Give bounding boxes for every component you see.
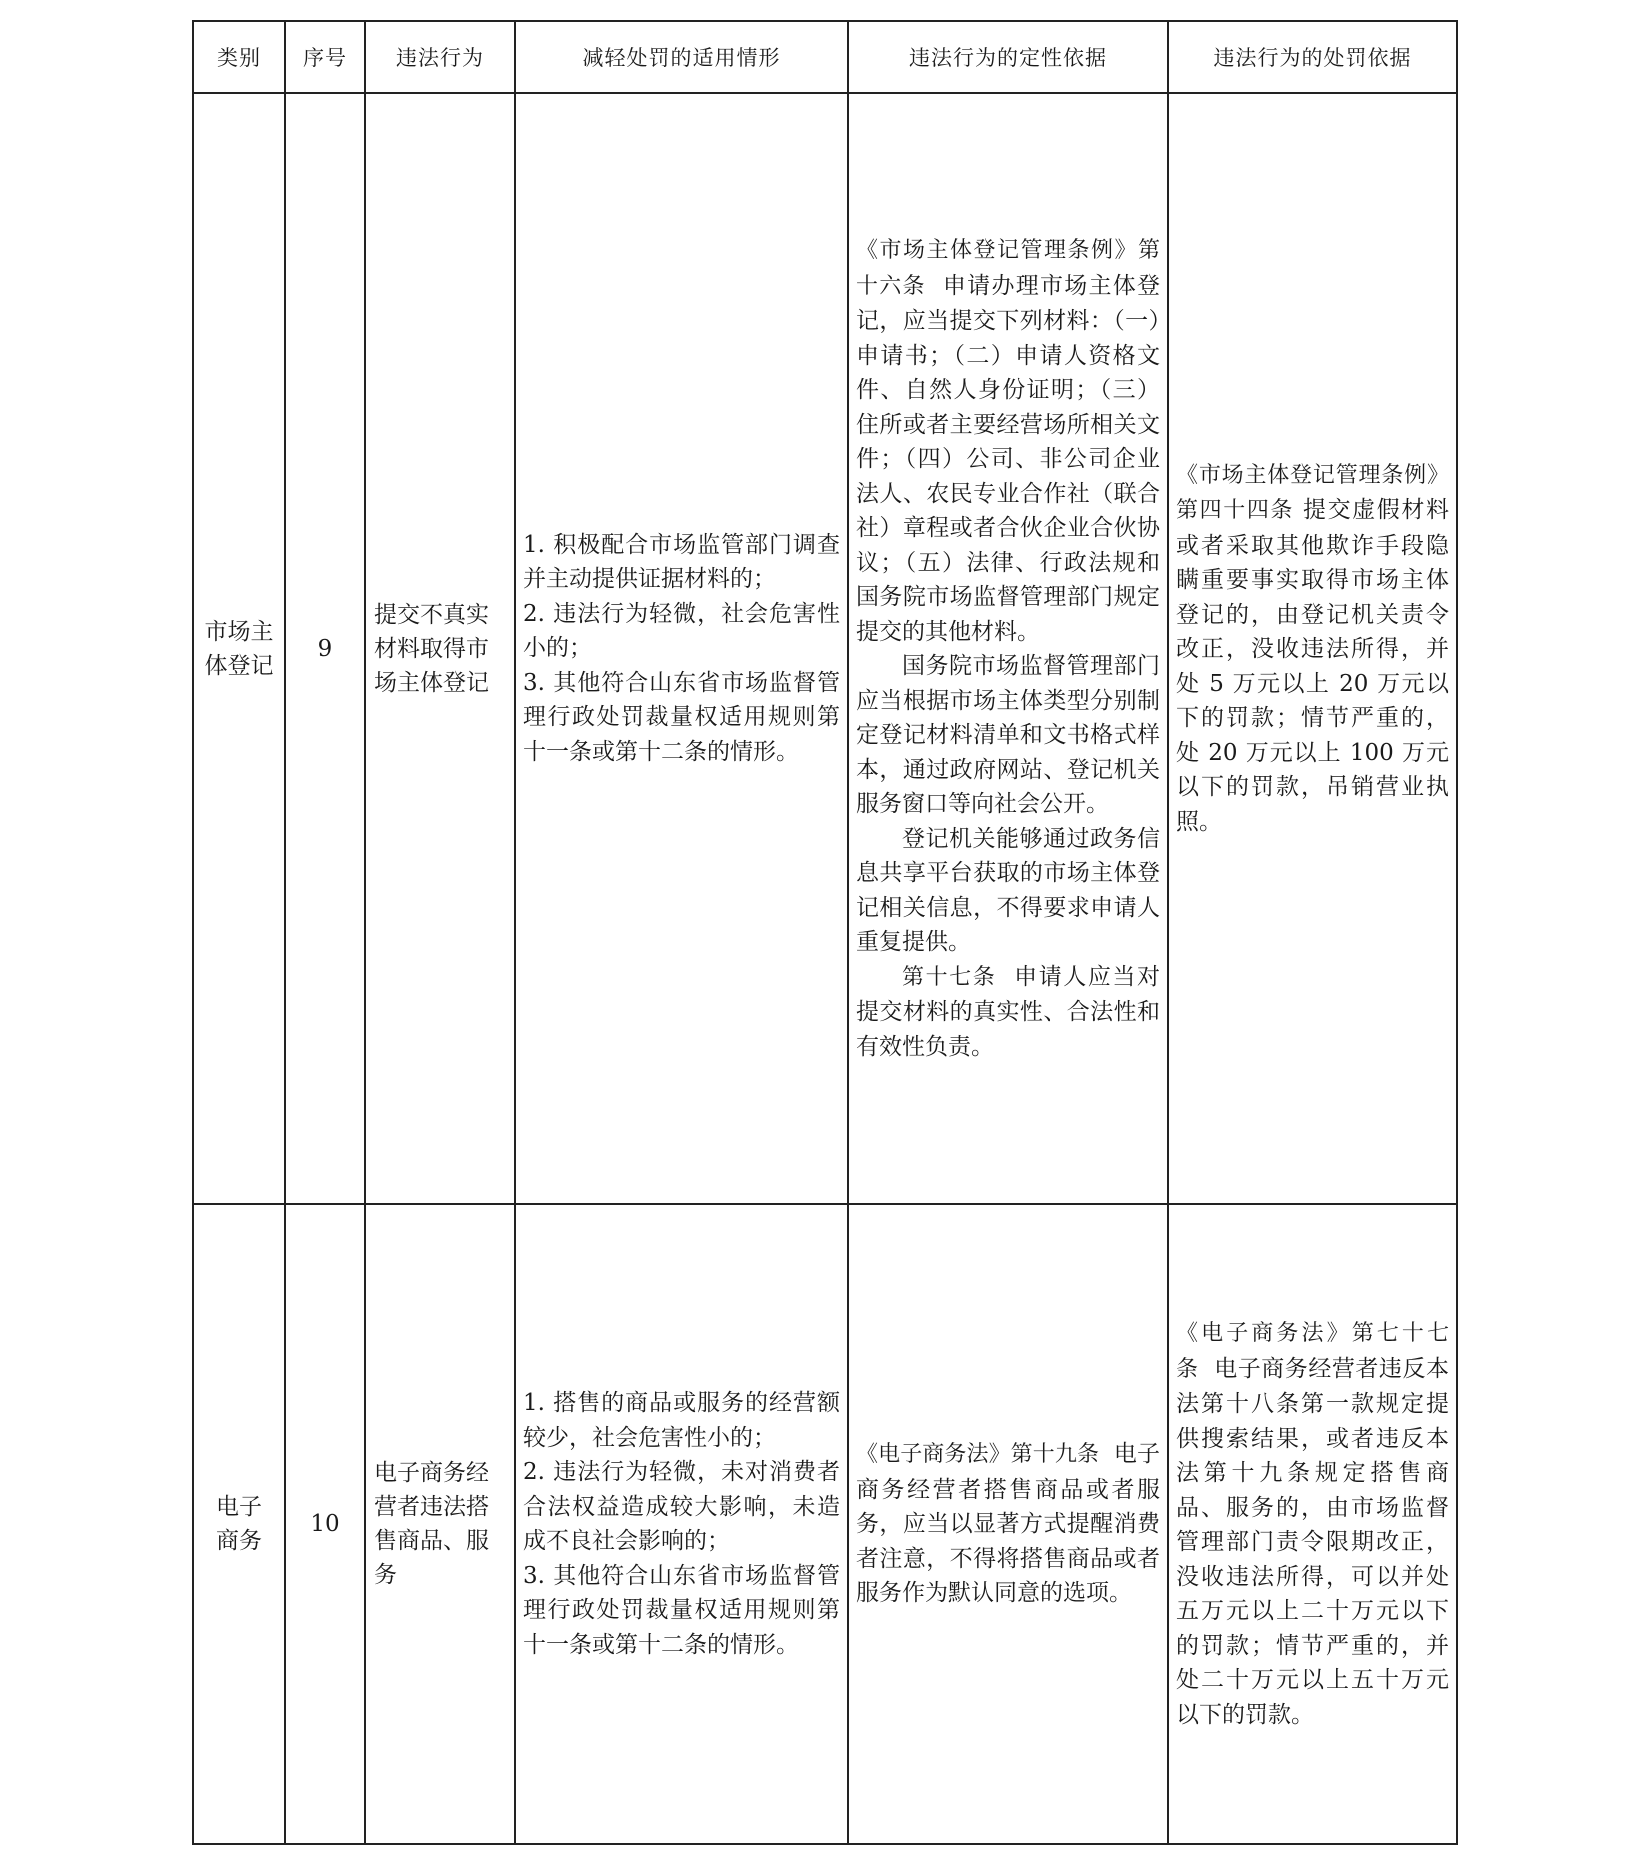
legal-citation: 《市场主体登记管理条例》第四十四条 bbox=[1176, 462, 1449, 524]
header-mitigation: 减轻处罚的适用情形 bbox=[515, 21, 848, 93]
table-row bbox=[193, 93, 1457, 1204]
penalty-table bbox=[192, 20, 1458, 1845]
basis-nature-para: 登记机关能够通过政务信息共享平台获取的市场主体登记相关信息，不得要求申请人重复提供。 bbox=[856, 825, 1160, 955]
basis-text: 申请办理市场主体登记，应当提交下列材料：（一）申请书；（二）申请人资格文件、自然人身份证明；（三）住所或者主要经营场所相关文件；（四）公司、非公司企业法人、农民专业合作社（联合社）章程或者合伙企业合伙协议；（五）法律、行政法规和国务院市场监督管理部门规定提交的其他材料。 bbox=[856, 272, 1160, 645]
number-cell: 9 bbox=[285, 93, 365, 1204]
header-basis-penalty: 违法行为的处罚依据 bbox=[1168, 21, 1457, 93]
header-basis-nature: 违法行为的定性依据 bbox=[848, 21, 1168, 93]
basis-nature-para bbox=[856, 960, 1160, 1065]
basis-nature-para bbox=[856, 233, 1160, 649]
category-line: 体登记 bbox=[204, 652, 274, 679]
mitigation-cell bbox=[515, 93, 848, 1204]
mitigation-item: 2. 违法行为轻微，未对消费者合法权益造成较大影响，未造成不良社会影响的； bbox=[523, 1459, 840, 1554]
basis-text: 电子商务经营者违反本法第十八条第一款规定提供搜索结果，或者违反本法第十九条规定搭售商品、服务的，由市场监督管理部门责令限期改正，没收违法所得，可以并处五万元以上二十万元以下的罚款；情节严重的，并处二十万元以上五十万元以下的罚款。 bbox=[1176, 1355, 1449, 1728]
category-line: 市场主 bbox=[204, 618, 274, 645]
header-category: 类别 bbox=[193, 21, 285, 93]
category-cell bbox=[193, 93, 285, 1204]
basis-text: 电子商务经营者搭售商品或者服务，应当以显著方式提醒消费者注意，不得将搭售商品或者服务作为默认同意的选项。 bbox=[856, 1441, 1161, 1607]
mitigation-cell bbox=[515, 1204, 848, 1844]
mitigation-item: 3. 其他符合山东省市场监督管理行政处罚裁量权适用规则第十一条或第十二条的情形。 bbox=[523, 1562, 840, 1658]
header-number: 序号 bbox=[285, 21, 365, 93]
mitigation-item: 1. 积极配合市场监管部门调查并主动提供证据材料的； bbox=[523, 531, 840, 593]
category-cell bbox=[193, 1204, 285, 1844]
basis-penalty-cell bbox=[1168, 93, 1457, 1204]
legal-citation: 第十七条 bbox=[902, 964, 997, 990]
mitigation-item: 1. 搭售的商品或服务的经营额较少，社会危害性小的； bbox=[523, 1390, 840, 1451]
table-row bbox=[193, 1204, 1457, 1844]
category-line: 电子 bbox=[216, 1494, 262, 1520]
mitigation-item: 3. 其他符合山东省市场监督管理行政处罚裁量权适用规则第十一条或第十二条的情形。 bbox=[523, 669, 840, 765]
legal-citation: 《电子商务法》第十九条 bbox=[856, 1442, 1100, 1468]
basis-penalty-para bbox=[1176, 1316, 1449, 1732]
basis-penalty-para bbox=[1176, 458, 1449, 840]
basis-nature-cell bbox=[848, 1204, 1168, 1844]
basis-nature-cell bbox=[848, 93, 1168, 1204]
basis-penalty-cell bbox=[1168, 1204, 1457, 1844]
violation-cell: 电子商务经营者违法搭售商品、服务 bbox=[365, 1204, 515, 1844]
header-row bbox=[193, 21, 1457, 93]
legal-citation: 《电子商务法》第七十七条 bbox=[1176, 1321, 1449, 1382]
header-violation: 违法行为 bbox=[365, 21, 515, 93]
category-line: 商务 bbox=[216, 1528, 262, 1554]
legal-citation: 《市场主体登记管理条例》第十六条 bbox=[856, 238, 1160, 299]
basis-nature-para: 国务院市场监督管理部门应当根据市场主体类型分别制定登记材料清单和文书格式样本，通过政府网站、登记机关服务窗口等向社会公开。 bbox=[856, 653, 1160, 817]
violation-cell: 提交不真实材料取得市场主体登记 bbox=[365, 93, 515, 1204]
number-cell: 10 bbox=[285, 1204, 365, 1844]
basis-nature-para bbox=[856, 1437, 1160, 1611]
mitigation-item: 2. 违法行为轻微，社会危害性小的； bbox=[523, 600, 840, 662]
basis-text: 申请人应当对提交材料的真实性、合法性和有效性负责。 bbox=[856, 963, 1160, 1060]
basis-text: 提交虚假材料或者采取其他欺诈手段隐瞒重要事实取得市场主体登记的，由登记机关责令改正，没收违法所得，并处 5 万元以上 20 万元以下的罚款；情节严重的，处 20 万元以上 100 万元以下的罚款，吊销营业执照。 bbox=[1176, 497, 1450, 835]
